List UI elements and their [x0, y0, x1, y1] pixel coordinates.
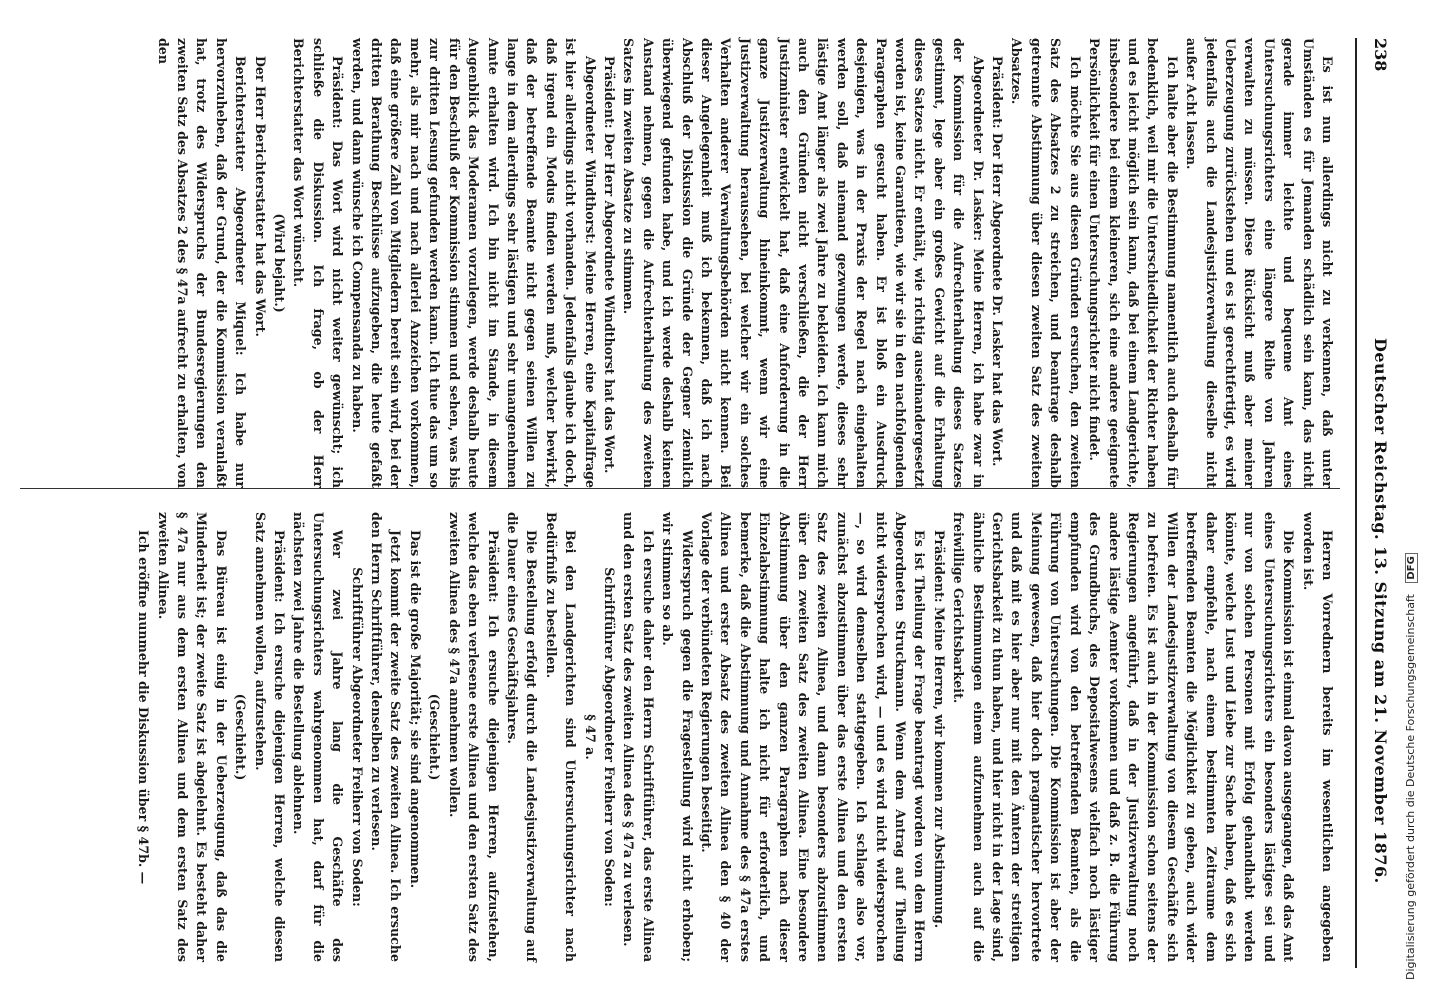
page-header	[1362, 38, 1402, 968]
paragraph: Schriftführer Abgeordneter Freiherr von Soden:	[349, 567, 365, 907]
paragraph: Präsident: Meine Herren, wir kommen zur Abstimmung.	[931, 530, 947, 929]
paragraph: Die Kommission ist einmal davon ausgegangen, daß das Amt eines Untersuchungsrichters ein besonders lästiges sei und nur von solchen Personen mit Erfolg gehandhabt werden könnte, welche Lust und Liebe zur Sache haben, daß es sich daher empfehle, nach einem bestimmten Zeitraume dem betreffenden Beamten die Möglichkeit zu geben, auch wider Willen der Landesjustizverwaltung von diesem Geschäfte sich zu befreien. Es ist auch in der Kommission schon seitens der Regierungen angeführt, daß in der Justizverwaltung noch andere lästige Aemter vorkommen und daß z. B. die Führung des Grundbuchs, des Depositalwesens vielfach noch lästiger empfunden wird von den betreffenden Beamten, als die Führung von Untersuchungen. Die Kommission ist aber der Meinung gewesen, daß hier doch pragmatischer hervortrete und daß mit es hier aber nur mit den Ämtern der streitigen Gerichtsbarkeit zu thun haben, und hier nicht in der Lage sind, ähnliche Bestimmungen einem aufzunehmen auch auf die freiwillige Gerichtsbarkeit.	[951, 512, 1297, 962]
paragraph: Präsident: Der Herr Abgeordnete Windthorst hat das Wort.	[601, 56, 617, 474]
paragraph: Ich halte aber die Bestimmung namentlich auch deshalb für bedenklich, weil mir die Unterschiedlichkeit der Richter haben und es leicht möglich sein kann, daß bei einem Landgerichte, insbesondere bei einem kleineren, sich eine andere geeignete Persönlichkeit für einen Untersuchungsrichter nicht findet.	[1087, 38, 1180, 488]
paragraph: Berichterstatter Abgeordneter Miquel: Ich habe nur hervorzuheben, daß der Grund, der die Kommission veranlaßt hat, trotz des Widerspruchs der Bundesregierungen den zweiten Satz des Absatzes 2 des § 47a aufrecht zu erhalten, von den	[155, 38, 249, 488]
paragraph: Es ist nun allerdings nicht zu verkennen, daß unter Umständen es für Jemanden schädlich sein kann, das nicht gerade immer leichte und bequeme Amt eines Untersuchungsrichters eine längere Reihe von Jahren verwalten zu müssen. Diese Rücksicht muß aber meiner Ueberzeugung zurückstehen und es ist gerechtfertigt, es wird jedenfalls auch die Landesjustizverwaltung dieselbe nicht außer Acht lassen.	[1184, 38, 1335, 488]
page-number: 238	[1371, 38, 1390, 72]
paragraph: Das ist die große Majorität; sie sind angenommen.	[407, 530, 423, 889]
paragraph: (Geschieht.)	[233, 693, 249, 781]
paragraph: Die Bestellung erfolgt durch die Landesjustizverwaltung auf die Dauer eines Geschäftsjahres.	[504, 512, 540, 962]
paragraph: Präsident: Das Wort wird nicht weiter gewünscht; ich schließe die Diskussion. Ich frage, ob der Herr Berichterstatter das Wort wünscht.	[291, 38, 346, 488]
footer-text: Digitalisierung gefördert durch die Deutsche Forschungsgemeinschaft	[1404, 594, 1417, 980]
paragraph: Es ist Theilung der Frage beantragt worden von dem Herrn Abgeordneten Struckmann. Wenn dem Antrag auf Theilung nicht widersprochen wird, — und es wird nicht widersprochen —, so wird demselben stattgegeben. Ich schlage also vor, zunächst abzustimmen über das erste Alinea und den ersten Satz des zweiten Alinea, und dann besonders abzustimmen über den zweiten Satz des zweiten Alinea. Eine besondere Abstimmung über den ganzen Paragraphen nach dieser Einzelabstimmung halte ich nicht für erforderlich, und bemerke, daß die Abstimmung und Annahme des § 47a erstes Alinea und erster Absatz des zweiten Alinea den § 40 der Vorlage der verbündeten Regierungen beseitigt.	[699, 512, 928, 962]
paragraph: § 47 a.	[582, 714, 598, 760]
paragraph: Das Büreau ist einig in der Ueberzeugung, daß das die Minderheit ist; der zweite Satz ist abgelehnt. Es besteht daher § 47a nur aus dem ersten Alinea und dem ersten Satz des zweiten Alinea.	[155, 512, 229, 962]
paragraph: (Wird bejaht.)	[272, 213, 288, 313]
paragraph: Präsident: Ich ersuche diejenigen Herren, aufzustehen, welche das eben verlesene erste Alinea und den ersten Satz des zweiten Alinea des § 47a annehmen wollen.	[446, 512, 501, 962]
paragraph: Der Herr Berichterstatter hat das Wort.	[252, 56, 268, 337]
column-divider	[20, 488, 1340, 489]
digitization-footer	[1404, 20, 1426, 980]
paragraph: Schriftführer Abgeordneter Freiherr von Soden:	[601, 567, 617, 907]
paragraph: Widerspruch gegen die Fragestellung wird nicht erhoben; wir stimmen so ab.	[660, 512, 695, 962]
paragraph: Abgeordneter Dr. Lasker: Meine Herren, ich habe zwar in der Kommission für die Aufrechterhaltung dieses Satzes gestimmt, lege aber ein großes Gewicht auf die Erhaltung dieses Satzes nicht. Er enthält, wie richtig auseinandergesetzt worden ist, keine Garantieen, wie wir sie in den nachfolgenden Paragraphen gesucht haben. Er ist bloß ein Ausdruck desjenigen, was in der Praxis der Regel nach eingehalten werden soll, daß niemand gezwungen werde, dieses sehr lästige Amt länger als zwei Jahre zu bekleiden. Ich kann mich auch den Gründen nicht verschließen, die der Herr Justizminister entwickelt hat, daß eine Anforderung in die ganze Justizverwaltung hineinkommt, wenn wir eine Justizverwaltung heraussehen, bei welcher wir ein solches Verhalten anderer Verwaltungsbehörden nicht kennen. Bei dieser Angelegenheit muß ich bekennen, daß ich nach Abschluß der Diskussion die Gründe der Gegner ziemlich überwiegend gefunden habe, und ich werde deshalb keinen Anstand nehmen, gegen die Aufrechterhaltung des zweiten Satzes im zweiten Absatze zu stimmen.	[621, 38, 986, 488]
paragraph: Präsident: Der Herr Abgeordnete Dr. Lasker hat das Wort.	[990, 56, 1006, 467]
left-column	[153, 38, 1337, 488]
paragraph: Ich möchte Sie aus diesen Gründen ersuchen, den zweiten Satz des Absatzes 2 zu streichen, und beantrage deshalb getrennte Abstimmung über diesen zweiten Satz des zweiten Absatzes.	[1009, 38, 1083, 488]
paragraph: (Geschieht.)	[427, 693, 443, 781]
running-title: Deutscher Reichstag. 13. Sitzung am 21. November 1876.	[1371, 338, 1390, 884]
paragraph: Bei den Landgerichten sind Untersuchungsrichter nach Bedürfniß zu bestellen.	[543, 512, 579, 962]
paragraph: Abgeordneter Windthorst: Meine Herren, eine Kapitalfrage ist hier allerdings nicht vorhanden. Jedenfalls glaube ich doch, daß irgend ein Modus finden werden muß, welcher bewirkt, daß der betreffende Beamte nicht gegen seinen Willen zu lange in dem allerdings sehr lästigen und sehr unangenehmen Amte erhalten wird. Ich bin nicht im Stande, in diesem Augenblick das Moderamen vorzulegen, werde deshalb heute für den Beschluß der Kommission stimmen und sehen, was bis zur dritten Lesung gefunden werden kann. Ich thue das um so mehr, als mir nach und nach allerlei Anzeichen vorkommen, daß eine größere Zahl von Mitgliedern bereit sein wird, bei der dritten Berathung Beschlüsse aufzugeben, die heute gefaßt werden, und dann wünsche ich Compensanda zu haben.	[349, 38, 598, 488]
paragraph: Ich ersuche daher den Herrn Schriftführer, das erste Alinea und den ersten Satz des zweiten Alinea des § 47a zu verlesen.	[621, 512, 656, 962]
paragraph: Herren Vorrednern bereits im wesentlichen angegeben worden ist.	[1300, 512, 1335, 962]
paragraph: Wer zwei Jahre lang die Geschäfte des Untersuchungsrichters wahrgenommen hat, darf für die nächsten zwei Jahre die Bestellung ablehnen.	[291, 512, 346, 962]
paragraph: Ich eröffne nunmehr die Diskussion über § 47b. —	[136, 530, 152, 885]
dfg-logo: DFG	[1405, 553, 1418, 582]
right-column	[134, 512, 1337, 962]
header-rule	[1355, 38, 1357, 968]
paragraph: Präsident: Ich ersuche diejenigen Herren, welche diesen Satz annehmen wollen, aufzustehen.	[252, 512, 288, 962]
paragraph: Jetzt kommt der zweite Satz des zweiten Alinea. Ich ersuche den Herrn Schriftführer, denselben zu verlesen.	[369, 512, 404, 962]
